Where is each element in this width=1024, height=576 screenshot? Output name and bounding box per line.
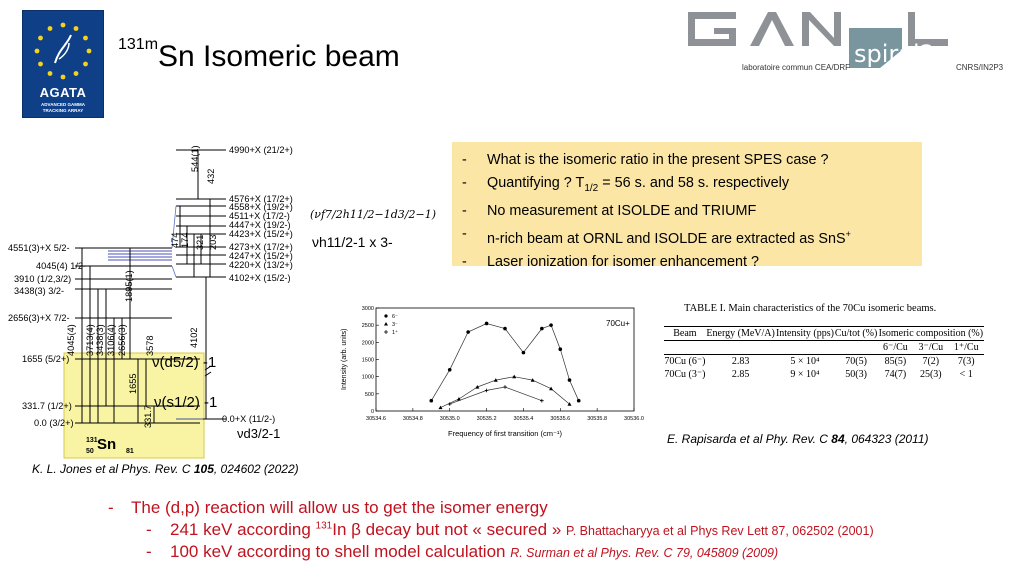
- gamma-label: 4102: [189, 327, 199, 348]
- plot-area: [376, 308, 634, 411]
- table-70cu: [664, 300, 984, 420]
- question-item: - Quantifying ? $T_{1/2} = 56$ s. and 58 s. respectively: [462, 172, 922, 200]
- nucleus-n: 81: [126, 448, 134, 455]
- title-main: Sn Isomeric beam: [158, 40, 400, 73]
- data-point: [568, 378, 572, 382]
- gamma-label: 4045(4): [66, 324, 76, 356]
- level-label: 3910 (1/2,3/2): [14, 274, 72, 284]
- table-subheader: 6⁻/Cu: [878, 341, 913, 355]
- orbital-s12-label: ν(s1/2) -1: [154, 394, 218, 411]
- question-item: - No measurement at ISOLDE and TRIUMF: [462, 200, 922, 223]
- table-header: Beam: [664, 327, 706, 341]
- level-label: 4273+X (17/2+): [229, 242, 293, 252]
- orbital-d52-label: ν(d5/2) -1: [152, 354, 217, 371]
- table-row: 70Cu (3⁻) 2.85 9 × 10⁴ 50(3) 74(7) 25(3) < 1: [664, 369, 973, 380]
- level-label: 0.0 (3/2+): [34, 418, 74, 428]
- y-tick-label: 3000: [361, 306, 374, 312]
- data-point: [485, 322, 489, 326]
- gamma-label: 432: [206, 168, 216, 184]
- legend-label: 3⁻: [392, 322, 398, 328]
- y-tick-label: 0: [370, 409, 374, 415]
- level-label: 331.7 (1/2+): [22, 401, 72, 411]
- y-tick-label: 2500: [361, 323, 374, 330]
- x-tick-label: 30535.2: [476, 416, 497, 422]
- level-label: 4511+X (17/2-): [229, 211, 290, 221]
- table-header: Energy (MeV/A): [706, 328, 775, 339]
- legend-label: 1⁺: [392, 330, 398, 336]
- gamma-label: 3106(4): [106, 324, 116, 356]
- table-row: 70Cu (6⁻) 2.83 5 × 10⁴ 70(5) 85(5) 7(2) 7(3): [664, 355, 984, 369]
- table-header: Cu/tot (%): [834, 328, 878, 339]
- table-body: [664, 326, 984, 381]
- conclusion-line: - The (d,p) reaction will allow us to get the isomer energy: [108, 498, 1008, 518]
- data-point: [448, 368, 452, 372]
- question-item: - What is the isomeric ratio in the present SPES case ?: [462, 149, 922, 172]
- questions-box: [452, 142, 922, 271]
- level-label: 4551(3)+X 5/2-: [8, 243, 70, 253]
- data-point: [522, 351, 526, 355]
- nucleus-mass: 131: [86, 437, 98, 444]
- level-label: 4045(4) 1/2-: [36, 261, 87, 271]
- gamma-label: 2656(3): [117, 324, 127, 356]
- y-tick-label: 1500: [361, 357, 374, 364]
- orbital-h11-label: νh11/2-1 x 3-: [312, 234, 393, 250]
- data-point: [558, 347, 562, 351]
- gamma-label: 1895(1): [124, 270, 134, 302]
- question-item: - n-rich beam at ORNL and ISOLDE are extracted as SnS+: [462, 223, 922, 251]
- question-item: - Laser ionization for isomer enhancement ?: [462, 251, 922, 274]
- data-point: [466, 330, 470, 334]
- data-point: [549, 323, 553, 327]
- level-label: 4220+X (13/2+): [229, 260, 293, 270]
- level-label: 0.0+X (11/2-): [222, 414, 276, 424]
- conclusion-line: - 100 keV according to shell model calculation R. Surman et al Phys. Rev. C 79, 045809 (2009): [108, 542, 1008, 562]
- level-label: 4447+X (19/2-): [229, 220, 291, 230]
- level-label: 4990+X (21/2+): [229, 145, 293, 155]
- agata-sub-2: TRACKING ARRAY: [42, 107, 84, 113]
- x-tick-label: 30535.4: [513, 416, 534, 422]
- level-label: 4247+X (15/2+): [229, 251, 293, 261]
- level-label: 3438(3) 3/2-: [14, 286, 65, 296]
- y-tick-label: 1000: [361, 374, 374, 381]
- data-point: [577, 399, 581, 403]
- gamma-label: 1655: [128, 373, 138, 394]
- nucleus-symbol: Sn: [97, 436, 117, 453]
- title-mass: 131m: [118, 36, 159, 53]
- y-tick-label: 2000: [361, 340, 374, 347]
- x-tick-label: 30534.6: [366, 416, 386, 422]
- level-label: 1655 (5/2+): [22, 354, 70, 364]
- citation-jones: K. L. Jones et al Phys. Rev. C 105, 024602 (2022): [32, 462, 299, 476]
- agata-name: AGATA: [39, 85, 87, 100]
- stars-ring-icon: [31, 19, 95, 83]
- table-header: Intensity (pps): [775, 328, 834, 339]
- orbital-d32-label: νd3/2-1: [237, 426, 281, 441]
- gamma-label: 3713(4): [85, 324, 95, 356]
- gamma-label: 174: [180, 232, 190, 248]
- svg-text:spiral2: spiral2: [854, 40, 935, 68]
- gamma-label: 474: [170, 232, 180, 248]
- conclusions: [108, 498, 1008, 562]
- ganil-caption: laboratoire commun CEA/DRF: [742, 63, 851, 72]
- ganil-caption-2: CNRS/IN2P3: [956, 63, 1004, 72]
- gamma-label: 203: [208, 234, 218, 250]
- level-label: 4558+X (19/2+): [229, 202, 293, 212]
- gamma-label: 3578: [145, 335, 155, 356]
- level-label: 2656(3)+X 7/2-: [8, 313, 70, 323]
- x-axis-label: Frequency of first transition (cm⁻¹): [448, 429, 562, 438]
- x-tick-label: 30535.0: [439, 416, 460, 422]
- inset-label: 70Cu+: [606, 319, 630, 328]
- x-tick-label: 30536.0: [624, 416, 644, 422]
- x-tick-label: 30535.6: [550, 416, 571, 422]
- agata-logo: [22, 10, 104, 118]
- table-title: TABLE I. Main characteristics of the 70Cu isomeric beams.: [684, 303, 937, 314]
- page-title: [118, 36, 400, 74]
- legend-label: 6⁻: [392, 314, 398, 320]
- y-tick-label: 500: [364, 391, 374, 398]
- conclusion-line: - 241 keV according $^{131}$In β decay but not « secured » P. Bhattacharyya et al Phys Rev Lett 87, 062502 (2001): [108, 520, 1008, 540]
- data-point: [540, 327, 544, 331]
- gamma-label: 544(1): [190, 145, 200, 172]
- level-label: 4423+X (15/2+): [229, 229, 293, 239]
- data-point: [429, 399, 433, 403]
- data-point: [503, 327, 507, 331]
- citation-rapisarda: E. Rapisarda et al Phy. Rev. C 84, 064323 (2011): [667, 432, 929, 446]
- gamma-label: 321: [195, 234, 205, 250]
- level-label: 4576+X (17/2+): [229, 194, 293, 204]
- x-tick-label: 30535.8: [587, 416, 608, 422]
- table-subheader: 3⁻/Cu: [913, 341, 948, 355]
- nucleus-z: 50: [86, 448, 94, 455]
- table-header: Isomeric composition (%): [878, 328, 984, 339]
- gamma-label: 3438(3): [95, 324, 105, 356]
- isomer-spectrum-chart: [338, 300, 648, 440]
- x-tick-label: 30534.8: [402, 416, 423, 422]
- level-label: 4102+X (15/2-): [229, 273, 291, 283]
- agata-sub-1: ADVANCED GAMMA: [41, 102, 85, 107]
- agata-subtitle: [23, 102, 103, 113]
- legend-marker: [384, 314, 387, 317]
- table-subheader: 1⁺/Cu: [949, 341, 985, 355]
- configuration-label: (νf7/2h11/2−1d3/2−1): [310, 208, 437, 221]
- gamma-label: 331.7: [143, 405, 153, 428]
- y-axis-label: Intensity (arb. units): [341, 328, 348, 390]
